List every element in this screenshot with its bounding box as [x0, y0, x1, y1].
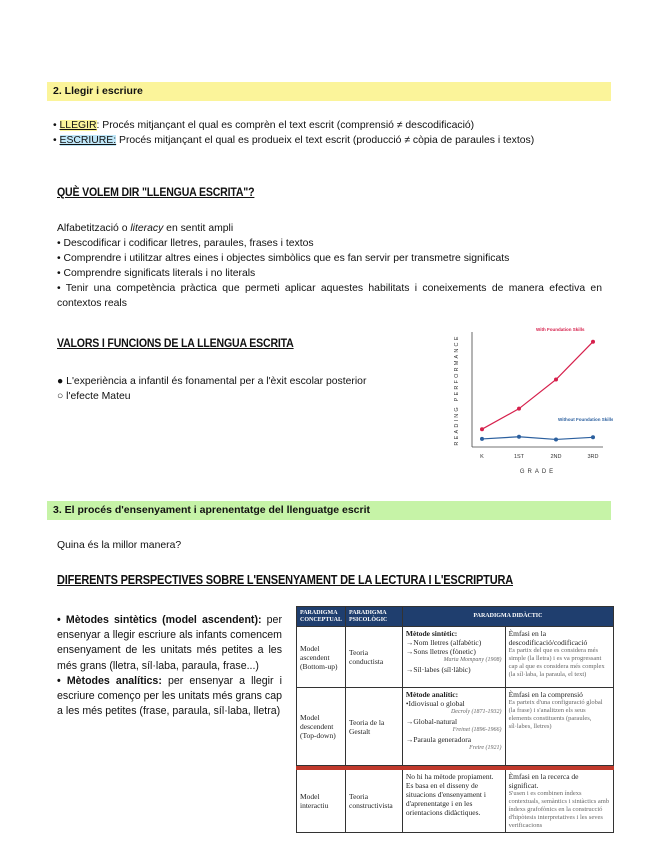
table-header: PARADIGMA PSICOLÒGIC	[346, 607, 403, 627]
x-tick-label: 2ND	[550, 454, 562, 460]
method-cell: Mètode sintètic: →Nom lletres (alfabètic) →Sons lletres (fònetic) Marta Mompany (1908) →Síl·labes (síl·làbic)	[402, 627, 505, 688]
data-point	[480, 437, 484, 441]
sintetics-paragraph: • Mètodes sintètics (model ascendent): per ensenyar a llegir escriure als infants comencem ensenyament de les unitats més petites a les més grans (lletra, síl·laba, paraula, frase...)	[57, 614, 282, 672]
data-point	[591, 435, 595, 439]
literacy-bullet: • Tenir una competència pràctica que permeti aplicar aquestes habilitats i coneixements de manera efectiva en contextos reals	[57, 283, 602, 309]
series-line	[482, 437, 593, 440]
literacy-bullet: • Comprendre significats literals i no literals	[57, 268, 256, 279]
valors-item: ○ l'efecte Mateu	[57, 391, 131, 402]
heading-valors-funcions: VALORS I FUNCIONS DE LA LLENGUA ESCRITA	[57, 336, 294, 350]
llegir-term: LLEGIR	[59, 120, 97, 131]
heading-perspectives: DIFERENTS PERSPECTIVES SOBRE L'ENSENYAMENT DE LA LECTURA I L'ESCRIPTURA	[57, 573, 514, 587]
model-cell: Model descendent (Top-down)	[297, 688, 346, 766]
section3-title-bar	[47, 501, 611, 520]
table-row	[297, 688, 614, 766]
table-header: PARADIGMA CONCEPTUAL	[297, 607, 346, 627]
series-label: With Foundation Skills	[536, 327, 585, 332]
psy-cell: Teoria de la Gestalt	[346, 688, 403, 766]
x-tick-label: 3RD	[587, 454, 599, 460]
section3-title: 3. El procés d'ensenyament i aprenentatge del llenguatge escrit	[53, 504, 371, 516]
data-point	[554, 437, 558, 441]
table-header: PARADIGMA DIDÀCTIC	[402, 607, 613, 627]
table-row	[297, 627, 614, 688]
question-text: Quina és la millor manera?	[57, 540, 182, 551]
data-point	[591, 340, 595, 344]
definition-escriure: • ESCRIURE: Procés mitjançant el qual es produeix el text escrit (producció ≠ còpia de paraules i textos)	[53, 135, 535, 146]
series-label: Without Foundation Skills	[558, 417, 613, 422]
psy-cell: Teoria conductista	[346, 627, 403, 688]
valors-item: ● L'experiència a infantil és fonamental per a l'èxit escolar posterior	[57, 376, 367, 387]
reading-performance-chart	[448, 322, 613, 487]
focus-cell: Èmfasi en la comprensió Es parteix d'una configuració global (la frase) i s'analitzen els seus elements constituents (paraules, síl·labes, lletres)	[505, 688, 613, 766]
methods-text	[57, 613, 282, 719]
focus-cell: Èmfasi en la descodificació/codificació Es partix del que es considera més simple (la lletra) i es va progressant cap al que es considera més complex (la síl·laba, la paraula, el text)	[505, 627, 613, 688]
literacy-bullet: • Descodificar i codificar lletres, paraules, frases i textos	[57, 238, 314, 249]
y-axis-label: READING PERFORMANCE	[454, 334, 460, 446]
table-row	[297, 770, 614, 833]
valors-list	[57, 374, 427, 404]
model-cell: Model ascendent (Bottom-up)	[297, 627, 346, 688]
data-point	[517, 407, 521, 411]
section2-title-bar	[47, 82, 611, 101]
heading-llengua-escrita: QUÈ VOLEM DIR "LLENGUA ESCRITA"?	[57, 185, 255, 199]
data-point	[517, 435, 521, 439]
literacy-block	[57, 221, 602, 311]
psy-cell: Teoria constructivista	[346, 770, 403, 833]
escriure-term: ESCRIURE:	[59, 135, 117, 146]
data-point	[480, 427, 484, 431]
x-tick-label: K	[480, 454, 484, 460]
table-header-row	[297, 607, 614, 627]
section2-title: 2. Llegir i escriure	[53, 85, 143, 97]
alfabetitzacio-line: Alfabetització o literacy en sentit ampli	[57, 223, 234, 234]
method-cell: Mètode analític: •Idiovisual o global Decroly (1871-1932) →Global-natural Freinet (1896-1966) →Paraula generadora Freire (1921)	[402, 688, 505, 766]
paradigm-table	[296, 606, 614, 833]
literacy-bullet: • Comprendre i utilitzar altres eines i objectes simbòlics que es fan servir per transmetre significats	[57, 253, 510, 264]
definition-llegir: • LLEGIR: Procés mitjançant el qual es comprèn el text escrit (comprensió ≠ descodificació)	[53, 120, 475, 131]
focus-cell: Èmfasi en la recerca de significat. S'usen i es combinen índexs contextuals, semàntics i sintàctics amb índexs grafofònics en la construcció d'hipòtesis interpretatives i les seves verificacions	[505, 770, 613, 833]
data-point	[554, 378, 558, 382]
x-axis-label: GRADE	[519, 469, 557, 475]
method-cell: No hi ha mètode propiament. Es basa en el disseny de situacions d'ensenyament i d'aprenentatge i en les orientacions didàctiques.	[402, 770, 505, 833]
model-cell: Model interactiu	[297, 770, 346, 833]
analitics-paragraph: • Mètodes analítics: per ensenyar a llegir i escriure començo per les unitats més grans cap a les més petites (frase, paraula, síl·laba, lletra)	[57, 674, 282, 718]
x-tick-label: 1ST	[513, 454, 525, 460]
